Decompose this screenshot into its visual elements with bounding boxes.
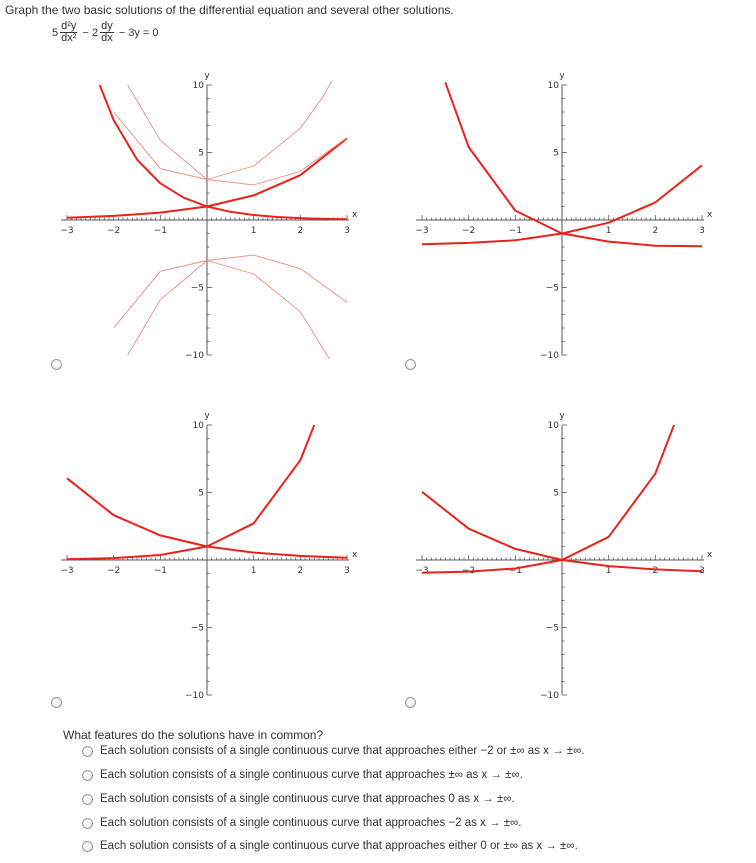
y-tick-label: 5 — [553, 488, 559, 499]
basic-solution-curve-0 — [100, 85, 347, 219]
x-tick-label: −1 — [508, 226, 522, 236]
eq-second-derivative: $\frac{\text{d²y}}{\text{dx²}}$ — [61, 20, 77, 44]
option-5-radio[interactable] — [82, 841, 93, 852]
x-tick-label: 2 — [297, 566, 304, 576]
eq-minus1: − 2 — [82, 26, 99, 39]
y-tick-label: −5 — [190, 623, 204, 634]
graph-c — [55, 400, 365, 705]
x-tick-label: 2 — [652, 226, 659, 236]
option-1-label: Each solution consists of a single continuous curve that approaches either −2 or ±∞ as x → ±∞. — [100, 745, 585, 757]
option-2-radio[interactable] — [82, 770, 93, 781]
option-4-radio[interactable] — [82, 818, 93, 829]
y-axis-label: y — [204, 411, 210, 421]
option-5-label: Each solution consists of a single continuous curve that approaches either 0 or ±∞ as x → ±∞. — [100, 840, 578, 852]
features-question: What features do the solutions have in common? — [63, 728, 324, 742]
x-tick-label: 1 — [605, 226, 612, 236]
x-axis-label: x — [707, 550, 713, 560]
x-axis-label: x — [352, 550, 358, 560]
other-solution-curve-4 — [128, 85, 347, 185]
x-tick-label: −1 — [153, 226, 167, 236]
basic-solution-curve-0 — [445, 82, 702, 246]
x-tick-label: −3 — [415, 566, 429, 576]
differential-equation — [50, 21, 161, 57]
other-solution-curve-5 — [128, 255, 347, 355]
y-axis-label: y — [559, 411, 565, 421]
x-tick-label: −2 — [462, 566, 476, 576]
y-axis-label: y — [204, 71, 210, 81]
x-tick-label: −3 — [415, 226, 429, 236]
option-2-label: Each solution consists of a single continuous curve that approaches ±∞ as x → ±∞. — [100, 769, 523, 781]
x-tick-label: 1 — [250, 226, 257, 236]
x-tick-label: 1 — [250, 566, 257, 576]
graph-b — [410, 60, 720, 365]
y-axis-label: y — [559, 71, 565, 81]
x-tick-label: 3 — [344, 226, 350, 236]
x-tick-label: 3 — [699, 226, 705, 236]
x-tick-label: −3 — [60, 566, 74, 576]
y-tick-label: −10 — [540, 351, 559, 361]
graph-a-radio[interactable] — [51, 359, 62, 370]
option-3-radio[interactable] — [82, 794, 93, 805]
eq-first-derivative: $\frac{dy}{dx}$ — [101, 20, 113, 44]
y-tick-label: −5 — [545, 283, 559, 294]
x-tick-label: −1 — [153, 566, 167, 576]
x-tick-label: 2 — [297, 226, 304, 236]
x-tick-label: 1 — [605, 566, 612, 576]
x-tick-label: −1 — [508, 566, 522, 576]
axes — [415, 71, 713, 361]
eq-rest: − 3y = 0 — [118, 26, 159, 39]
y-tick-label: 10 — [547, 421, 559, 431]
graph-d-radio[interactable] — [405, 697, 416, 708]
x-tick-label: 3 — [699, 566, 705, 576]
x-axis-label: x — [352, 210, 358, 220]
y-tick-label: −5 — [190, 283, 204, 294]
y-tick-label: −10 — [185, 351, 204, 361]
axes — [415, 411, 713, 701]
y-tick-label: −5 — [545, 623, 559, 634]
graph-a — [55, 60, 365, 365]
y-tick-label: 5 — [198, 148, 204, 159]
x-tick-label: −2 — [107, 226, 121, 236]
basic-solution-curve-0 — [67, 425, 314, 559]
question-prompt: Graph the two basic solutions of the differential equation and several other solutions. — [5, 3, 454, 17]
x-tick-label: 2 — [652, 566, 659, 576]
graph-b-radio[interactable] — [405, 359, 416, 370]
basic-solution-curve-0 — [422, 425, 674, 573]
y-tick-label: 10 — [192, 81, 204, 91]
option-4-label: Each solution consists of a single continuous curve that approaches −2 as x → ±∞. — [100, 817, 522, 829]
x-tick-label: −2 — [462, 226, 476, 236]
y-tick-label: 10 — [192, 421, 204, 431]
y-tick-label: 10 — [547, 81, 559, 91]
y-tick-label: 5 — [553, 148, 559, 159]
graph-c-radio[interactable] — [51, 697, 62, 708]
graph-d — [410, 400, 720, 705]
x-tick-label: 3 — [344, 566, 350, 576]
option-3-label: Each solution consists of a single continuous curve that approaches 0 as x → ±∞. — [100, 793, 515, 805]
x-axis-label: x — [707, 210, 713, 220]
y-tick-label: −10 — [540, 691, 559, 701]
option-1-radio[interactable] — [82, 746, 93, 757]
x-tick-label: −3 — [60, 226, 74, 236]
other-solution-curve-3 — [114, 261, 347, 366]
x-tick-label: −2 — [107, 566, 121, 576]
y-tick-label: −10 — [185, 691, 204, 701]
eq-coef1: 5 — [52, 26, 59, 39]
y-tick-label: 5 — [198, 488, 204, 499]
